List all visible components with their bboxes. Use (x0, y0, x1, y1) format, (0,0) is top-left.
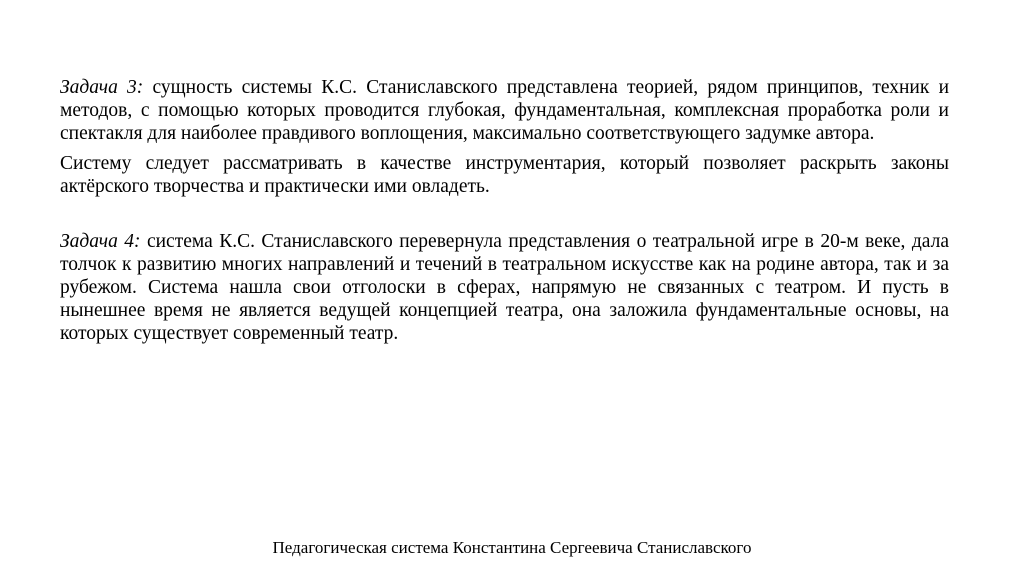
task3-text: сущность системы К.С. Станиславского представлена теорией, рядом принципов, техник и методов, с помощью которых проводится глубокая, фундаментальная, комплексная проработка роли и спектакля для наиболее правдивого воплощения, максимально соответствующего задумке автора. (60, 77, 950, 144)
task3-paragraph (60, 76, 949, 145)
task4-text: система К.С. Станиславского перевернула представления о театральной игре в 20-м веке, дала толчок к развитию многих направлений и течений в театральном искусстве как на родине автора, так и за рубежом. Система нашла свои отголоски в сферах, напрямую не связанных с театром. И пусть в нынешнее время не является ведущей концепцией театра, она заложила фундаментальные основы, на которых существует современный театр. (60, 231, 949, 344)
section-spacer (60, 198, 949, 230)
slide-content (60, 76, 949, 345)
task3-label: Задача 3: (60, 77, 144, 98)
paragraph-spacer (60, 145, 949, 152)
task4-label: Задача 4: (60, 231, 141, 252)
slide-footer: Педагогическая система Константина Сергеевича Станиславского (272, 538, 752, 557)
system-paragraph: Систему следует рассматривать в качестве инструментария, который позволяет раскрыть законы актёрского творчества и практически ими овладеть. (60, 153, 949, 197)
task4-paragraph (60, 230, 949, 345)
